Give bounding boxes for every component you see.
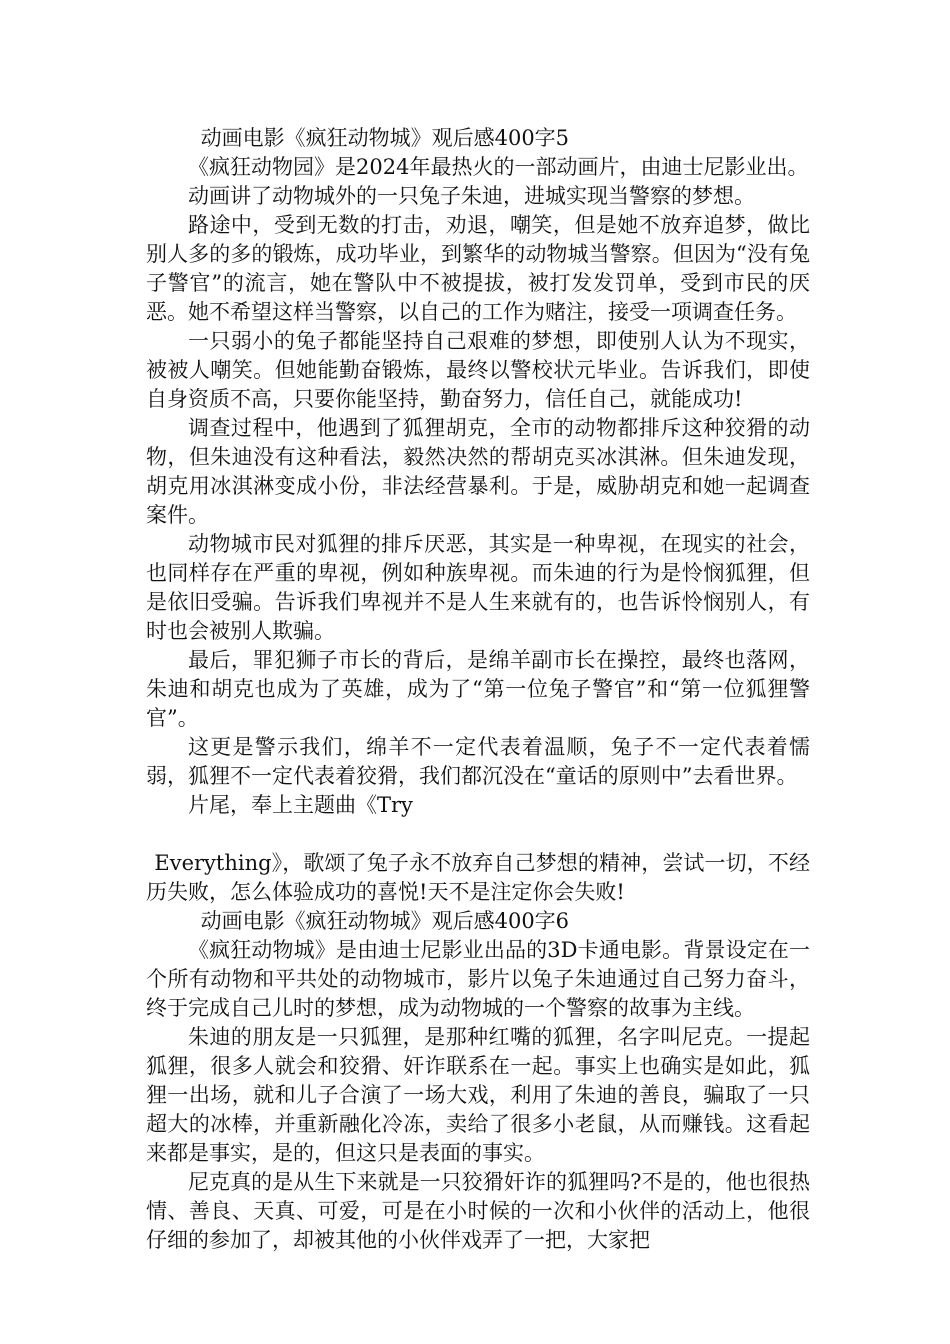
paragraph: 调查过程中，他遇到了狐狸胡克，全市的动物都排斥这种狡猾的动物，但朱迪没有这种看法，毅然决然的帮胡克买冰淇淋。但朱迪发现，胡克用冰淇淋变成小份，非法经营暴利。于是，威胁胡克和她一起调查案件。 — [146, 416, 810, 527]
paragraph: 这更是警示我们，绵羊不一定代表着温顺，兔子不一定代表着懦弱，狐狸不一定代表着狡猾，我们都沉没在“童话的原则中”去看世界。 — [146, 735, 810, 788]
paragraph: 《疯狂动物城》是由迪士尼影业出品的3D卡通电影。背景设定在一个所有动物和平共处的动物城市，影片以兔子朱迪通过自己努力奋斗，终于完成自己儿时的梦想，成为动物城的一个警察的故事为主线。 — [146, 938, 810, 1020]
paragraph: 动物城市民对狐狸的排斥厌恶，其实是一种卑视，在现实的社会，也同样存在严重的卑视，例如种族卑视。而朱迪的行为是怜悯狐狸，但是依旧受骗。告诉我们卑视并不是人生来就有的，也告诉怜悯别人，有时也会被别人欺骗。 — [146, 532, 810, 643]
paragraph: 动画讲了动物城外的一只兔子朱迪，进城实现当警察的梦想。 — [188, 184, 755, 208]
paragraph: 尼克真的是从生下来就是一只狡猾奸诈的狐狸吗?不是的，他也很热情、善良、天真、可爱，可是在小时候的一次和小伙伴的活动上，他很仔细的参加了，却被其他的小伙伴戏弄了一把，大家把 — [146, 1170, 810, 1252]
paragraph: 片尾，奉上主题曲《Try — [188, 793, 413, 817]
essay-title-5: 动画电影《疯狂动物城》观后感400字5 — [200, 126, 570, 150]
paragraph: 一只弱小的兔子都能坚持自己艰难的梦想，即使别人认为不现实，被被人嘲笑。但她能勤奋锻炼，最终以警校状元毕业。告诉我们，即使自身资质不高，只要你能坚持，勤奋努力，信任自己，就能成功! — [146, 329, 810, 411]
essay-title-6: 动画电影《疯狂动物城》观后感400字6 — [200, 909, 570, 933]
paragraph: 朱迪的朋友是一只狐狸，是那种红嘴的狐狸，名字叫尼克。一提起狐狸，很多人就会和狡猾、奸诈联系在一起。事实上也确实是如此，狐狸一出场，就和儿子合演了一场大戏，利用了朱迪的善良，骗取了一只超大的冰棒，并重新融化冷冻，卖给了很多小老鼠，从而赚钱。这看起来都是事实，是的，但这只是表面的事实。 — [146, 1025, 810, 1165]
paragraph: 路途中，受到无数的打击，劝退，嘲笑，但是她不放弃追梦，做比别人多的多的锻炼，成功毕业，到繁华的动物城当警察。但因为“没有兔子警官”的流言，她在警队中不被提拔，被打发发罚单，受到市民的厌恶。她不希望这样当警察，以自己的工作为赌注，接受一项调查任务。 — [146, 213, 810, 324]
paragraph: Everything》，歌颂了兔子永不放弃自己梦想的精神，尝试一切，不经历失败，怎么体验成功的喜悦!天不是注定你会失败! — [146, 851, 810, 904]
paragraph: 《疯狂动物园》是2024年最热火的一部动画片，由迪士尼影业出。 — [188, 155, 809, 179]
paragraph: 最后，罪犯狮子市长的背后，是绵羊副市长在操控，最终也落网，朱迪和胡克也成为了英雄，成为了“第一位兔子警官”和“第一位狐狸警官”。 — [146, 648, 810, 730]
document-body — [146, 124, 810, 1255]
